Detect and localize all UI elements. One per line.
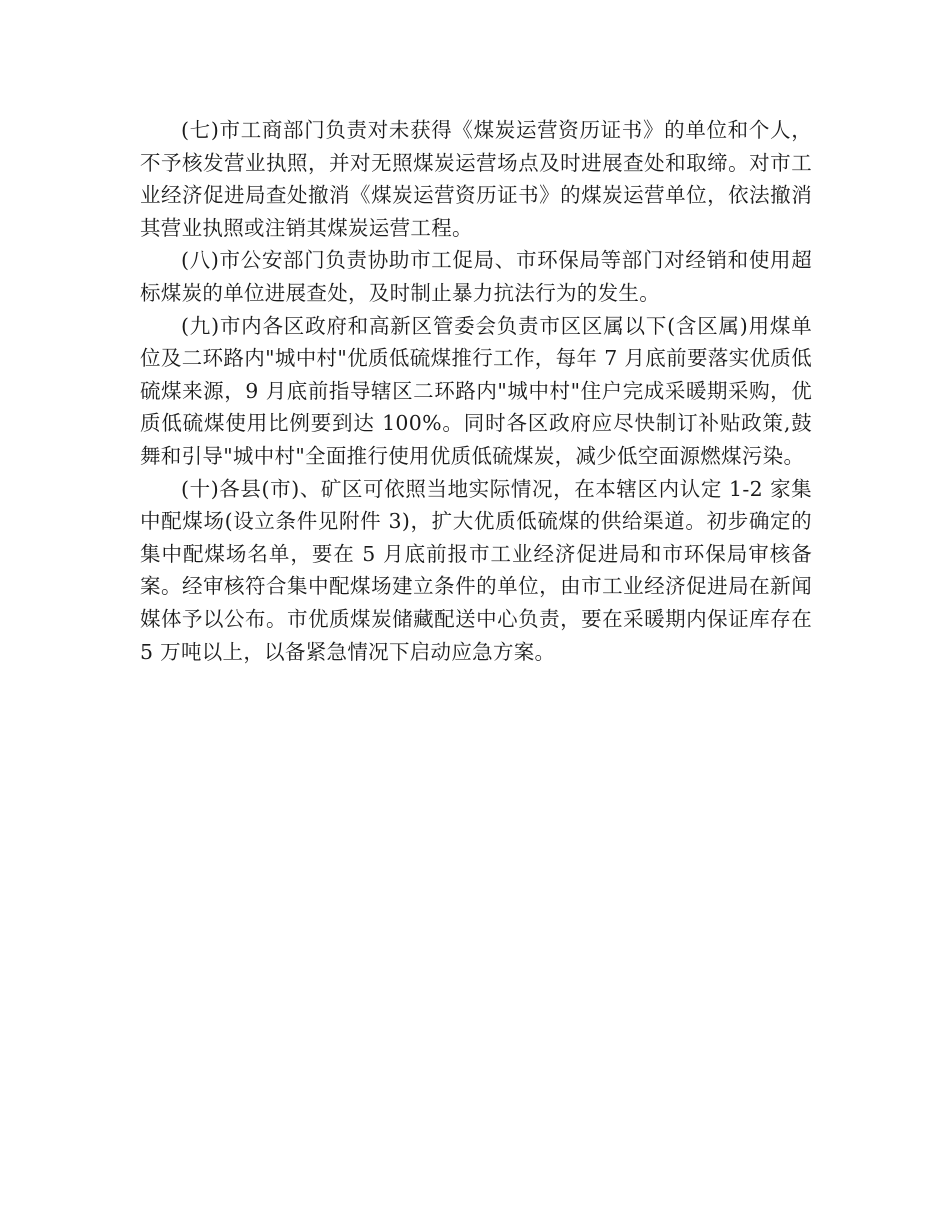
- paragraph-item-7: (七)市工商部门负责对未获得《煤炭运营资历证书》的单位和个人，不予核发营业执照，并对无照煤炭运营场点及时进展查处和取缔。对市工业经济促进局查处撤消《煤炭运营资历证书》的煤炭运营单位，依法撤消其营业执照或注销其煤炭运营工程。: [140, 118, 812, 240]
- paragraph-item-9: (九)市内各区政府和高新区管委会负责市区区属以下(含区属)用煤单位及二环路内"城中村"优质低硫煤推行工作，每年 7 月底前要落实优质低硫煤来源，9 月底前指导辖区二环路内"城中村"住户完成采暖期采购，优质低硫煤使用比例要到达 100%。同时各区政府应尽快制订补贴政策,鼓舞和引导"城中村"全面推行使用优质低硫煤炭，减少低空面源燃煤污染。: [140, 313, 812, 468]
- paragraph-item-10: (十)各县(市)、矿区可依照当地实际情况，在本辖区内认定 1-2 家集中配煤场(设立条件见附件 3)，扩大优质低硫煤的供给渠道。初步确定的集中配煤场名单，要在 5 月底前报市工业经济促进局和市环保局审核备案。经审核符合集中配煤场建立条件的单位，由市工业经济促进局在新闻媒体予以公布。市优质煤炭储藏配送中心负责，要在采暖期内保证库存在 5 万吨以上，以备紧急情况下启动应急方案。: [140, 476, 812, 664]
- paragraph-item-8: (八)市公安部门负责协助市工促局、市环保局等部门对经销和使用超标煤炭的单位进展查处，及时制止暴力抗法行为的发生。: [140, 248, 812, 305]
- document-body: [140, 114, 812, 668]
